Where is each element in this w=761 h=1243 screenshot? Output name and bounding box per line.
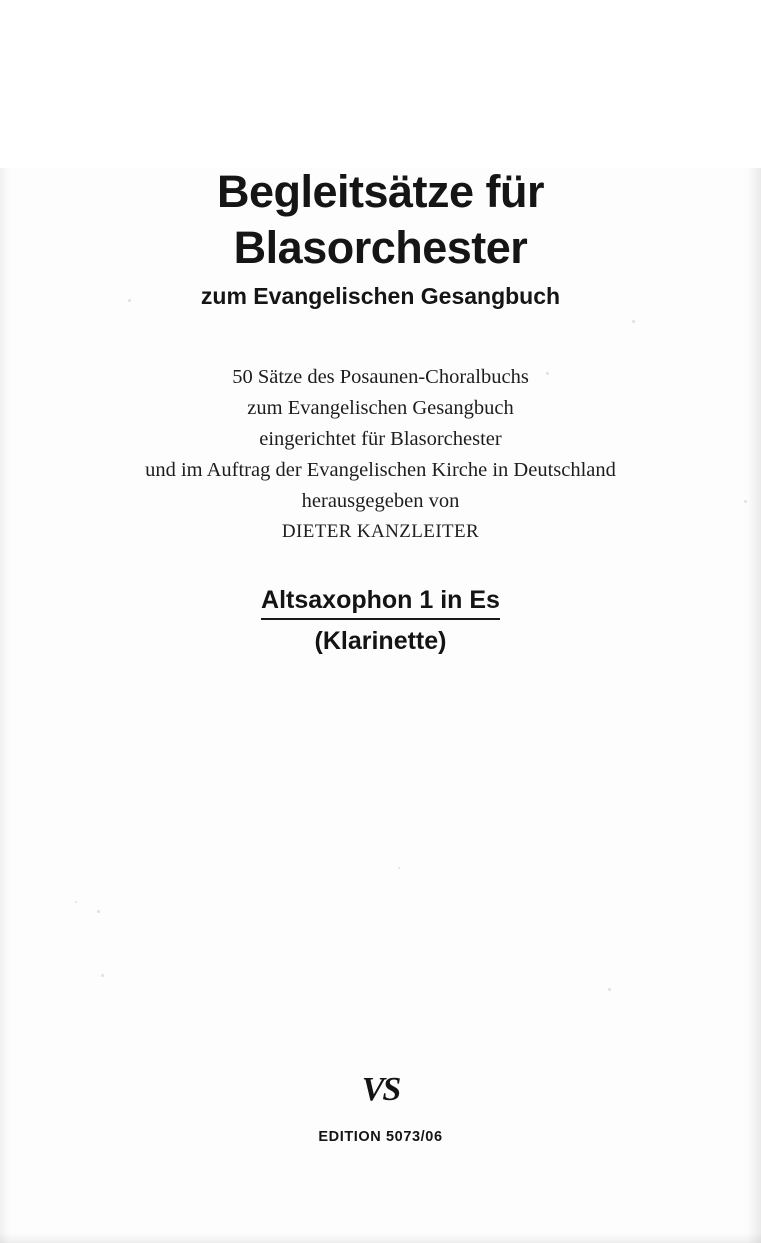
instrument-block: [0, 586, 761, 656]
page-edge-shadow-bottom: [0, 1233, 761, 1243]
editor-name: DIETER KANZLEITER: [281, 520, 480, 542]
description-line-1: 50 Sätze des Posaunen-Choralbuchs: [232, 365, 529, 388]
instrument-alternate-name: (Klarinette): [314, 627, 447, 656]
paper-speck: [101, 974, 104, 977]
page-title-line-1: Begleitsätze für: [216, 166, 545, 217]
page-subtitle: zum Evangelischen Gesangbuch: [200, 282, 561, 309]
cover-content: [0, 168, 761, 656]
edition-number: EDITION 5073/06: [318, 1129, 443, 1145]
title-block: [0, 168, 761, 310]
publisher-logo-icon: VS: [361, 1071, 400, 1108]
description-block: [0, 362, 761, 547]
publisher-block: [0, 1073, 761, 1145]
paper-speck: [75, 901, 77, 903]
page-title-line-2: Blasorchester: [233, 222, 528, 274]
sheet-music-cover-page: [0, 168, 761, 1243]
instrument-part-name: Altsaxophon 1 in Es: [261, 586, 500, 620]
paper-speck: [398, 867, 400, 869]
description-line-2: zum Evangelischen Gesangbuch: [247, 396, 514, 419]
paper-speck: [608, 988, 611, 991]
paper-speck: [97, 910, 100, 913]
description-line-3: eingerichtet für Blasorchester: [259, 428, 502, 451]
description-line-4: und im Auftrag der Evangelischen Kirche in Deutschland: [145, 459, 616, 482]
description-line-5: herausgegeben von: [301, 490, 460, 513]
